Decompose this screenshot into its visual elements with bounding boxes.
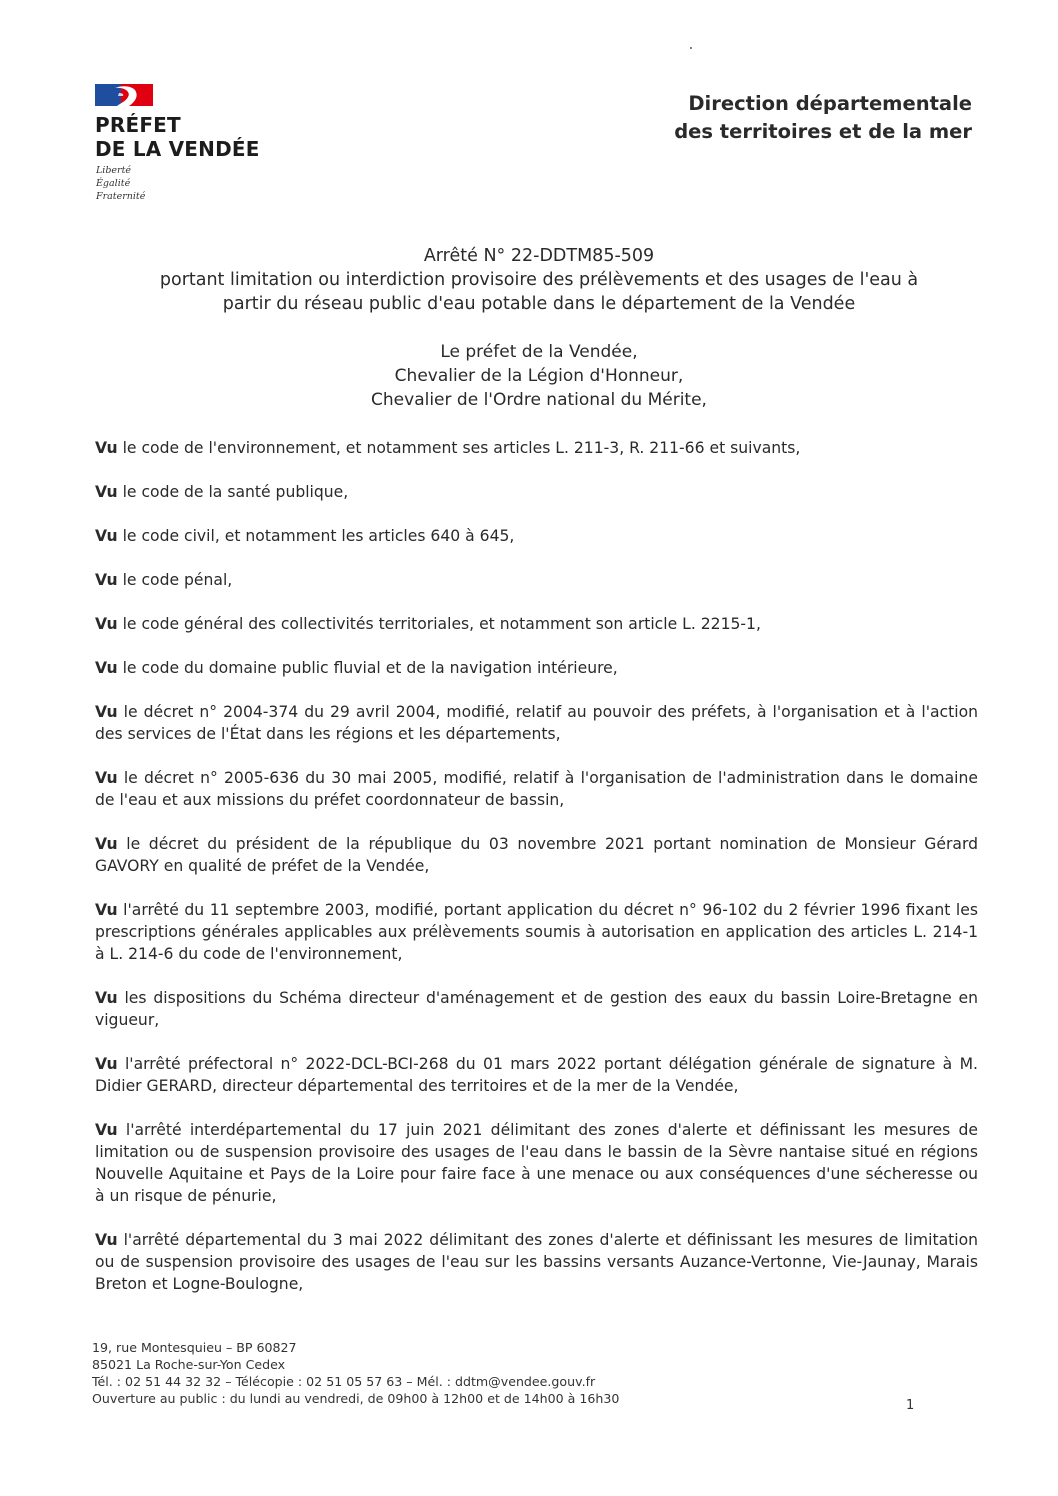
visa-text: l'arrêté préfectoral n° 2022-DCL-BCI-268 du 01 mars 2022 portant délégation générale de signature à M. Didier GERARD, directeur départemental des territoires et de la mer de la Vendée, [95,1055,978,1095]
prefet-line-1: PRÉFET [95,113,181,137]
visa-vu: Vu [95,989,118,1007]
visa-paragraph [95,1053,978,1097]
prefet-line-2: DE LA VENDÉE [95,137,260,161]
visa-vu: Vu [95,769,118,787]
visa-vu: Vu [95,571,118,589]
visa-text: le code du domaine public fluvial et de la navigation intérieure, [117,659,618,677]
marianne-logo [95,84,153,106]
prefect-titles [60,340,1018,412]
visa-text: l'arrêté interdépartemental du 17 juin 2021 délimitant des zones d'alerte et définissant les mesures de limitation ou de suspension provisoire des usages de l'eau dans le bassin de la Sèvre nantaise situé en régions Nouvelle Aquitaine et Pays de la Loire pour faire face à une menace ou aux conséquences d'une sécheresse ou à un risque de pénurie, [95,1121,978,1205]
visa-vu: Vu [95,835,118,853]
visa-text: le code de l'environnement, et notamment ses articles L. 211-3, R. 211-66 et suivants, [117,439,801,457]
devise [96,164,145,203]
direction-line-2: des territoires et de la mer [674,120,972,143]
visa-vu: Vu [95,659,118,677]
prefect-line-1: Le préfet de la Vendée, [440,342,638,362]
visa-vu: Vu [95,1121,118,1139]
footer-hours: Ouverture au public : du lundi au vendredi, de 09h00 à 12h00 et de 14h00 à 16h30 [92,1391,620,1406]
arrete-title [60,244,1018,316]
footer-contact: Tél. : 02 51 44 32 32 – Télécopie : 02 51 05 57 63 – Mél. : ddtm@vendee.gouv.fr [92,1374,596,1389]
devise-liberte: Liberté [96,165,132,176]
visa-paragraph [95,569,978,591]
direction-line-1: Direction départementale [688,92,972,115]
direction-heading [674,90,972,146]
visa-vu: Vu [95,703,118,721]
arrete-subject-line-2: partir du réseau public d'eau potable dans le département de la Vendée [222,294,856,314]
visa-vu: Vu [95,901,118,919]
visa-text: le code civil, et notamment les articles 640 à 645, [117,527,515,545]
visa-text: le décret du président de la république du 03 novembre 2021 portant nomination de Monsieur Gérard GAVORY en qualité de préfet de la Vendée, [95,835,978,875]
visa-text: le décret n° 2004-374 du 29 avril 2004, modifié, relatif au pouvoir des préfets, à l'organisation et à l'action des services de l'État dans les régions et les départements, [95,703,978,743]
visa-text: le code général des collectivités territoriales, et notamment son article L. 2215-1, [117,615,761,633]
arrete-subject-line-1: portant limitation ou interdiction provisoire des prélèvements et des usages de l'eau à [159,270,919,290]
page-number: 1 [906,1398,915,1413]
scan-speck [690,47,692,49]
devise-fraternite: Fraternité [96,191,146,202]
visa-paragraph [95,833,978,877]
footer-city: 85021 La Roche-sur-Yon Cedex [92,1357,286,1372]
devise-egalite: Égalité [96,178,131,189]
visa-text: l'arrêté départemental du 3 mai 2022 délimitant des zones d'alerte et définissant les mesures de limitation ou de suspension provisoire des usages de l'eau sur les bassins versants Auzance-Vertonne, Vie-Jaunay, Marais Breton et Logne-Boulogne, [95,1231,978,1293]
visa-vu: Vu [95,1231,118,1249]
visa-paragraph [95,767,978,811]
footer-street: 19, rue Montesquieu – BP 60827 [92,1340,297,1355]
visa-paragraph [95,701,978,745]
visa-vu: Vu [95,527,118,545]
visa-vu: Vu [95,483,118,501]
visa-vu: Vu [95,1055,118,1073]
footer-address [92,1339,619,1407]
visa-paragraph [95,437,978,459]
visa-paragraph [95,613,978,635]
visa-paragraph [95,899,978,965]
prefect-line-3: Chevalier de l'Ordre national du Mérite, [371,390,707,410]
visa-paragraph [95,525,978,547]
visa-text: l'arrêté du 11 septembre 2003, modifié, portant application du décret n° 96-102 du 2 février 1996 fixant les prescriptions générales applicables aux prélèvements soumis à autorisation en application des articles L. 214-1 à L. 214-6 du code de l'environnement, [95,901,978,963]
visa-paragraph [95,657,978,679]
visa-paragraph [95,1229,978,1295]
visa-paragraph [95,987,978,1031]
visa-paragraph [95,481,978,503]
visa-text: le décret n° 2005-636 du 30 mai 2005, modifié, relatif à l'organisation de l'administration dans le domaine de l'eau et aux missions du préfet coordonnateur de bassin, [95,769,978,809]
visa-paragraph [95,1119,978,1207]
prefect-line-2: Chevalier de la Légion d'Honneur, [394,366,684,386]
visa-text: le code de la santé publique, [117,483,349,501]
visa-text: les dispositions du Schéma directeur d'aménagement et de gestion des eaux du bassin Loire-Bretagne en vigueur, [95,989,978,1029]
visas-list [95,437,978,1295]
arrete-number: Arrêté N° 22-DDTM85-509 [423,246,655,266]
prefet-block [95,113,260,161]
visa-text: le code pénal, [117,571,233,589]
visa-vu: Vu [95,615,118,633]
visa-vu: Vu [95,439,118,457]
